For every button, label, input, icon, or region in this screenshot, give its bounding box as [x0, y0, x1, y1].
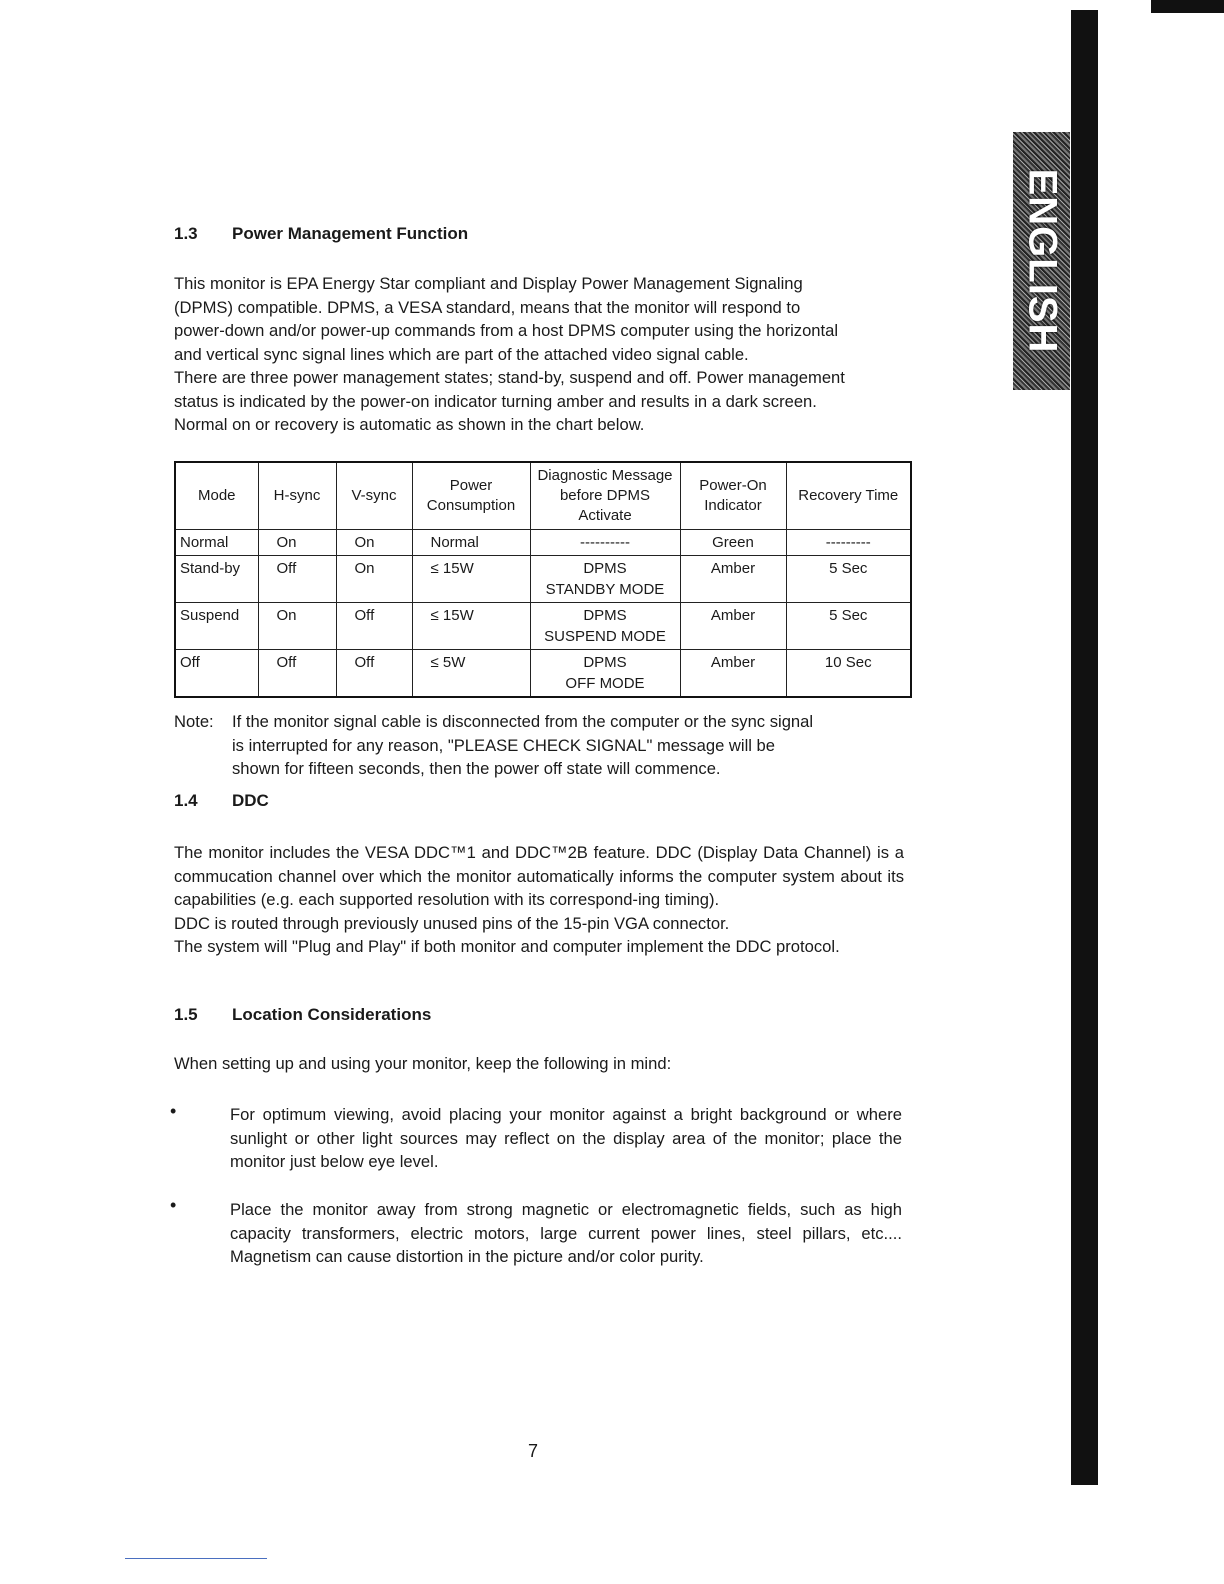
- table-row: [175, 556, 911, 603]
- paragraph-line: Normal on or recovery is automatic as shown in the chart below.: [174, 415, 645, 434]
- bottom-rule: [125, 1558, 267, 1559]
- section-1-3-heading: [174, 224, 468, 244]
- cell-indicator: Amber: [680, 603, 786, 650]
- diag-line: ----------: [580, 534, 630, 551]
- cell-power: Normal: [412, 530, 530, 556]
- note-line: shown for fifteen seconds, then the power off state will commence.: [232, 759, 721, 778]
- header-diagnostic: Diagnostic Message before DPMS Activate: [530, 462, 680, 530]
- cell-recovery: 5 Sec: [786, 603, 911, 650]
- paragraph-line: status is indicated by the power-on indicator turning amber and results in a dark screen.: [174, 391, 817, 411]
- section-title: DDC: [232, 791, 269, 810]
- section-1-5-intro: When setting up and using your monitor, keep the following in mind:: [174, 1054, 672, 1073]
- cell-vsync: Off: [336, 603, 412, 650]
- cell-hsync: Off: [258, 556, 336, 603]
- section-1-3-paragraph: [174, 272, 964, 437]
- bullet-item: Place the monitor away from strong magnetic or electromagnetic fields, such as high capacity transformers, electric motors, large current power lines, steel pillars, etc.... Magnetism can cause distortion in the picture and/or color purity.: [230, 1200, 902, 1266]
- cell-hsync: On: [258, 603, 336, 650]
- paragraph-line: and vertical sync signal lines which are part of the attached video signal cable.: [174, 344, 749, 364]
- section-1-4-paragraph: [174, 841, 904, 959]
- diag-line: SUSPEND MODE: [544, 628, 666, 645]
- cell-vsync: Off: [336, 650, 412, 698]
- section-title: Location Considerations: [232, 1005, 432, 1024]
- corner-mark: [1151, 0, 1224, 13]
- cell-indicator: Green: [680, 530, 786, 556]
- cell-indicator: Amber: [680, 650, 786, 698]
- header-mode: Mode: [175, 462, 258, 530]
- header-indicator: Power-On Indicator: [680, 462, 786, 530]
- power-management-table: [174, 461, 912, 698]
- cell-recovery: ---------: [786, 530, 911, 556]
- cell-recovery: 5 Sec: [786, 556, 911, 603]
- paragraph-line: This monitor is EPA Energy Star compliant and Display Power Management Signaling: [174, 274, 803, 293]
- bullet-icon: •: [170, 1195, 177, 1215]
- note-line: If the monitor signal cable is disconnected from the computer or the sync signal: [232, 712, 814, 731]
- paragraph-line: There are three power management states; stand-by, suspend and off. Power management: [174, 368, 845, 387]
- side-bar: [1071, 10, 1098, 1485]
- section-number: 1.3: [174, 224, 198, 243]
- cell-diagnostic: [530, 530, 680, 556]
- cell-mode: Stand-by: [175, 556, 258, 603]
- bullet-item: For optimum viewing, avoid placing your monitor against a bright background or where sunlight or other light sources may reflect on the display area of the monitor; place the monitor just below eye level.: [230, 1105, 902, 1171]
- cell-power: ≤ 5W: [412, 650, 530, 698]
- cell-hsync: Off: [258, 650, 336, 698]
- table-row: [175, 650, 911, 698]
- section-number: 1.4: [174, 791, 198, 810]
- cell-diagnostic: [530, 650, 680, 698]
- table-row: [175, 530, 911, 556]
- cell-indicator: Amber: [680, 556, 786, 603]
- cell-mode: Normal: [175, 530, 258, 556]
- cell-power: ≤ 15W: [412, 603, 530, 650]
- paragraph-line: (DPMS) compatible. DPMS, a VESA standard, means that the monitor will respond to: [174, 297, 801, 317]
- page-number: 7: [528, 1441, 539, 1461]
- diag-line: OFF MODE: [565, 675, 645, 692]
- cell-diagnostic: [530, 603, 680, 650]
- ddc-line: DDC is routed through previously unused pins of the 15-pin VGA connector.: [174, 913, 730, 933]
- cell-hsync: On: [258, 530, 336, 556]
- cell-recovery: 10 Sec: [786, 650, 911, 698]
- note-line: is interrupted for any reason, "PLEASE CHECK SIGNAL" message will be: [232, 735, 776, 755]
- ddc-paragraph: The monitor includes the VESA DDC™1 and DDC™2B feature. DDC (Display Data Channel) is a commucation channel over which the monitor automatically informs the computer system about its capabilities (e.g. each supported resolution with its correspond-ing timing).: [174, 843, 904, 909]
- section-1-5-heading: [174, 1005, 431, 1025]
- cell-diagnostic: [530, 556, 680, 603]
- diag-line: DPMS: [583, 607, 627, 624]
- cell-vsync: On: [336, 556, 412, 603]
- section-1-4-heading: [174, 791, 269, 811]
- cell-vsync: On: [336, 530, 412, 556]
- header-recovery: Recovery Time: [786, 462, 911, 530]
- section-title: Power Management Function: [232, 224, 469, 243]
- table-header-row: [175, 462, 911, 530]
- header-power: Power Consumption: [412, 462, 530, 530]
- cell-power: ≤ 15W: [412, 556, 530, 603]
- ddc-line: The system will "Plug and Play" if both monitor and computer implement the DDC protocol.: [174, 937, 840, 956]
- diag-line: DPMS: [583, 560, 627, 577]
- paragraph-line: power-down and/or power-up commands from a host DPMS computer using the horizontal: [174, 321, 839, 340]
- header-vsync: V-sync: [336, 462, 412, 530]
- diag-line: DPMS: [583, 654, 627, 671]
- diag-line: STANDBY MODE: [545, 581, 665, 598]
- header-hsync: H-sync: [258, 462, 336, 530]
- cell-mode: Off: [175, 650, 258, 698]
- bullet-icon: •: [170, 1101, 177, 1121]
- language-tab: [1013, 132, 1070, 390]
- section-number: 1.5: [174, 1005, 198, 1024]
- language-tab-label: ENGLISH: [1020, 168, 1064, 354]
- note-label: Note:: [174, 712, 214, 731]
- table-row: [175, 603, 911, 650]
- note-text: [232, 710, 932, 781]
- cell-mode: Suspend: [175, 603, 258, 650]
